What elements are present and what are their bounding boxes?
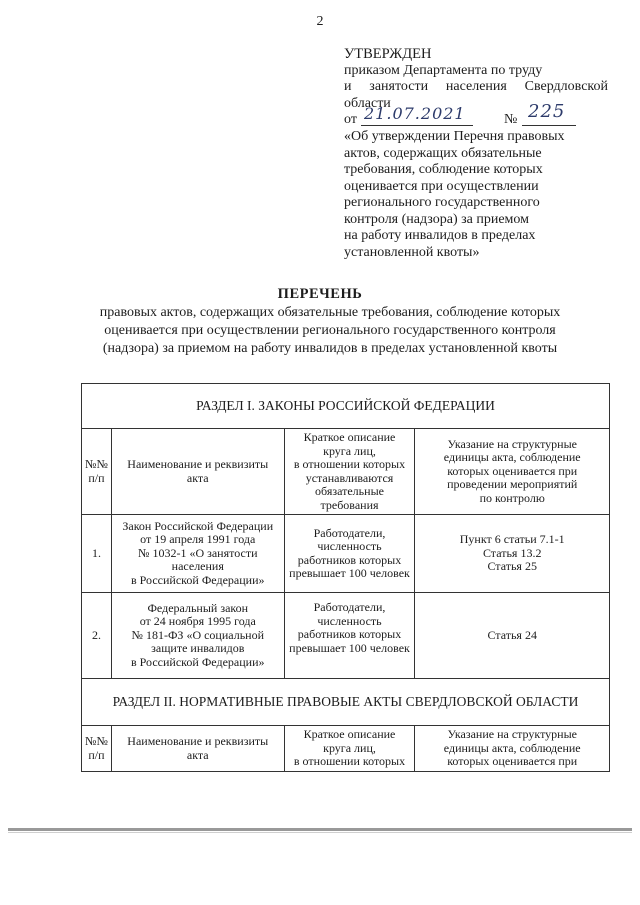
handwritten-date: 21.07.2021 bbox=[364, 104, 466, 123]
order-title-line: оценивается при осуществлении bbox=[344, 178, 539, 194]
approval-line: приказом Департамента по труду bbox=[344, 62, 543, 78]
scan-edge-artifact bbox=[8, 828, 632, 831]
subtitle-line: правовых актов, содержащих обязательные требования, соблюдение которых bbox=[99, 305, 561, 320]
document-title: ПЕРЕЧЕНЬ bbox=[277, 286, 363, 302]
acts-table bbox=[81, 383, 610, 772]
table-row bbox=[82, 593, 610, 679]
approval-line: и занятости населения Свердловской bbox=[344, 79, 608, 94]
header-desc: Краткое описание круга лиц, в отношении которых устанавливаются обязательные требования bbox=[284, 429, 415, 515]
subtitle-line: (надзора) за приемом на работу инвалидов в пределах установленной квоты bbox=[102, 341, 558, 356]
number-sign: № bbox=[504, 112, 518, 127]
section-heading: РАЗДЕЛ I. ЗАКОНЫ РОССИЙСКОЙ ФЕДЕРАЦИИ bbox=[82, 384, 610, 429]
page-number: 2 bbox=[316, 14, 324, 29]
order-title-line: «Об утверждении Перечня правовых bbox=[344, 129, 565, 144]
approval-line: области bbox=[344, 95, 391, 111]
header-num: №№ п/п bbox=[82, 726, 112, 772]
order-title-line: на работу инвалидов в пределах bbox=[344, 228, 536, 243]
order-title-line: актов, содержащих обязательные bbox=[344, 145, 542, 161]
row-desc: Работодатели, численность работников которых превышает 100 человек bbox=[284, 515, 415, 593]
header-ref: Указание на структурные единицы акта, соблюдение которых оценивается при bbox=[415, 726, 610, 772]
approval-block bbox=[344, 46, 608, 261]
row-name: Закон Российской Федерации от 19 апреля 1991 года № 1032-1 «О занятости населения в Российской Федерации» bbox=[111, 515, 284, 593]
header-name: Наименование и реквизиты акта bbox=[111, 429, 284, 515]
table-row bbox=[82, 515, 610, 593]
row-ref: Статья 24 bbox=[415, 593, 610, 679]
table-header-row bbox=[82, 726, 610, 772]
header-name: Наименование и реквизиты акта bbox=[111, 726, 284, 772]
row-num: 2. bbox=[82, 593, 112, 679]
order-title-line: регионального государственного bbox=[344, 195, 540, 210]
number-underline bbox=[522, 125, 576, 126]
scan-edge-artifact bbox=[8, 832, 632, 833]
date-underline bbox=[361, 125, 473, 126]
order-title-line: контроля (надзора) за приемом bbox=[344, 211, 529, 227]
header-ref: Указание на структурные единицы акта, соблюдение которых оценивается при проведении мероприятий по контролю bbox=[415, 429, 610, 515]
date-prefix: от bbox=[344, 112, 357, 127]
section-heading: РАЗДЕЛ II. НОРМАТИВНЫЕ ПРАВОВЫЕ АКТЫ СВЕРДЛОВСКОЙ ОБЛАСТИ bbox=[82, 679, 610, 726]
row-name: Федеральный закон от 24 ноября 1995 года № 181-ФЗ «О социальной защите инвалидов в Российской Федерации» bbox=[111, 593, 284, 679]
header-desc: Краткое описание круга лиц, в отношении которых bbox=[284, 726, 415, 772]
header-num: №№ п/п bbox=[82, 429, 112, 515]
row-ref: Пункт 6 статьи 7.1-1 Статья 13.2 Статья 25 bbox=[415, 515, 610, 593]
subtitle-line: оценивается при осуществлении регионального государственного контроля bbox=[104, 323, 556, 338]
row-desc: Работодатели, численность работников которых превышает 100 человек bbox=[284, 593, 415, 679]
order-title-line: требования, соблюдение которых bbox=[344, 162, 543, 177]
approval-heading: УТВЕРЖДЕН bbox=[344, 46, 432, 62]
handwritten-number: 225 bbox=[528, 101, 566, 122]
document-subtitle bbox=[70, 304, 590, 358]
order-title bbox=[344, 129, 608, 261]
order-title-line: установленной квоты» bbox=[344, 244, 480, 260]
table-header-row bbox=[82, 429, 610, 515]
row-num: 1. bbox=[82, 515, 112, 593]
